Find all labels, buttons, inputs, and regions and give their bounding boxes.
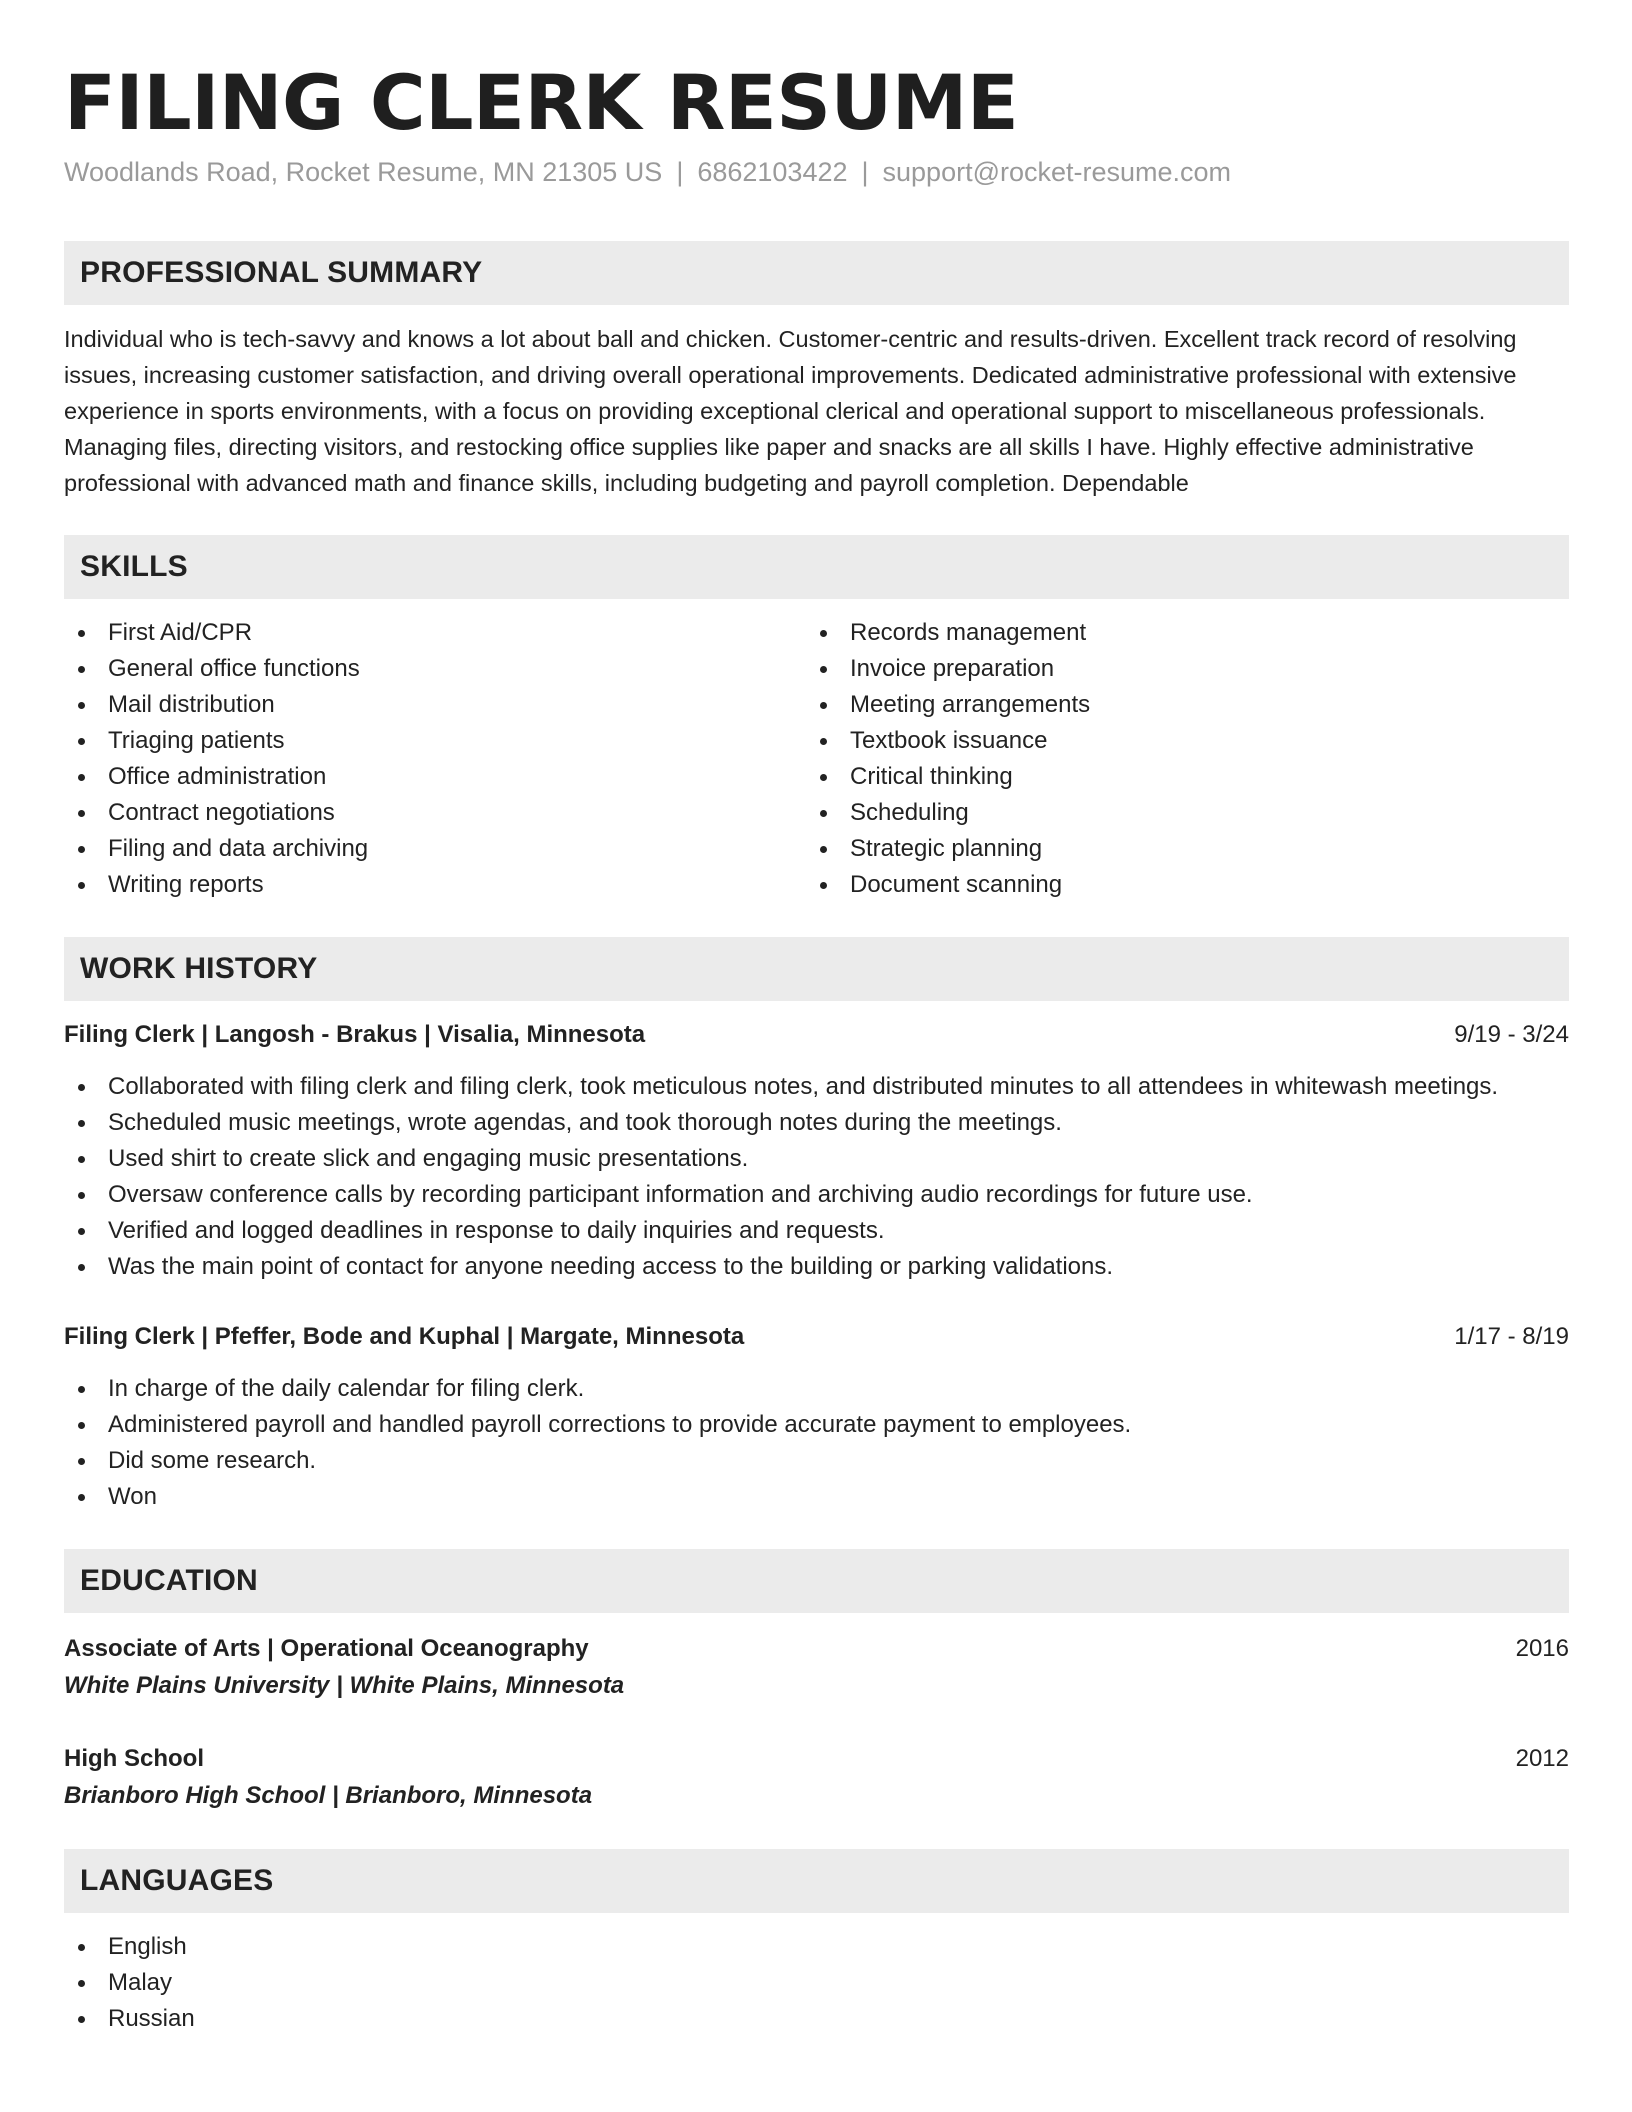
skills-list: [64, 615, 1569, 903]
skill-item: First Aid/CPR: [64, 615, 806, 651]
education-year: 2012: [1515, 1745, 1569, 1772]
job-duty: Was the main point of contact for anyone needing access to the building or parking validations.: [64, 1249, 1569, 1285]
job-duties: [64, 1371, 1569, 1515]
job-entry: [64, 1319, 1569, 1515]
job-duties: [64, 1069, 1569, 1285]
job-duty: Scheduled music meetings, wrote agendas, and took thorough notes during the meetings.: [64, 1105, 1569, 1141]
job-duty: Collaborated with filing clerk and filing clerk, took meticulous notes, and distributed minutes to all attendees in whitewash meetings.: [64, 1069, 1569, 1105]
skill-item: Invoice preparation: [806, 651, 1548, 687]
skill-item: Mail distribution: [64, 687, 806, 723]
education-degree: High School: [64, 1745, 204, 1772]
job-duty: Used shirt to create slick and engaging music presentations.: [64, 1141, 1569, 1177]
language-item: Malay: [64, 1965, 1569, 2001]
job-duty: Did some research.: [64, 1443, 1569, 1479]
languages-list: [64, 1929, 1569, 2037]
contact-separator: |: [676, 157, 684, 187]
job-duty: Oversaw conference calls by recording participant information and archiving audio recordings for future use.: [64, 1177, 1569, 1213]
education-entry: [64, 1631, 1569, 1705]
education-header: [64, 1741, 1569, 1777]
education-header: [64, 1631, 1569, 1667]
skill-item: Scheduling: [806, 795, 1548, 831]
skills-column-left: [64, 615, 806, 903]
skill-item: Textbook issuance: [806, 723, 1548, 759]
skill-item: Records management: [806, 615, 1548, 651]
skill-item: Document scanning: [806, 867, 1548, 903]
education-school: Brianboro High School | Brianboro, Minnesota: [64, 1782, 593, 1809]
skill-item: Meeting arrangements: [806, 687, 1548, 723]
contact-separator: |: [861, 157, 869, 187]
education-degree: Associate of Arts | Operational Oceanography: [64, 1635, 589, 1662]
job-entry: [64, 1017, 1569, 1285]
skills-heading: SKILLS: [64, 535, 1569, 599]
contact-line: [64, 154, 1569, 190]
education-heading: EDUCATION: [64, 1549, 1569, 1613]
job-title: Filing Clerk | Pfeffer, Bode and Kuphal | Margate, Minnesota: [64, 1323, 745, 1350]
skill-item: Office administration: [64, 759, 806, 795]
work-history-heading: WORK HISTORY: [64, 937, 1569, 1001]
skill-item: Contract negotiations: [64, 795, 806, 831]
languages-heading: LANGUAGES: [64, 1849, 1569, 1913]
summary-heading: PROFESSIONAL SUMMARY: [64, 241, 1569, 305]
job-title: Filing Clerk | Langosh - Brakus | Visalia, Minnesota: [64, 1021, 646, 1048]
job-duty: Administered payroll and handled payroll corrections to provide accurate payment to employees.: [64, 1407, 1569, 1443]
contact-email: support@rocket-resume.com: [882, 157, 1232, 187]
resume-title: FILING CLERK RESUME: [64, 58, 1019, 147]
job-dates: 9/19 - 3/24: [1454, 1021, 1569, 1048]
job-dates: 1/17 - 8/19: [1454, 1323, 1569, 1350]
skills-column-right: [806, 615, 1548, 903]
skill-item: General office functions: [64, 651, 806, 687]
job-duty: Won: [64, 1479, 1569, 1515]
job-duty: Verified and logged deadlines in response to daily inquiries and requests.: [64, 1213, 1569, 1249]
skill-item: Triaging patients: [64, 723, 806, 759]
education-entry: [64, 1741, 1569, 1815]
summary-text: Individual who is tech-savvy and knows a lot about ball and chicken. Customer-centric and results-driven. Excellent track record of resolving issues, increasing customer satisfaction, and driving overall operational improvements. Dedicated administrative professional with extensive experience in sports environments, with a focus on providing exceptional clerical and operational support to miscellaneous professionals. Managing files, directing visitors, and restocking office supplies like paper and snacks are all skills I have. Highly effective administrative professional with advanced math and finance skills, including budgeting and payroll completion. Dependable: [64, 326, 1517, 496]
job-duty: In charge of the daily calendar for filing clerk.: [64, 1371, 1569, 1407]
language-item: Russian: [64, 2001, 1569, 2037]
skill-item: Strategic planning: [806, 831, 1548, 867]
language-item: English: [64, 1929, 1569, 1965]
resume-page: [64, 58, 1569, 2037]
skill-item: Critical thinking: [806, 759, 1548, 795]
contact-address: Woodlands Road, Rocket Resume, MN 21305 US: [64, 157, 663, 187]
skill-item: Filing and data archiving: [64, 831, 806, 867]
job-header: [64, 1319, 1569, 1355]
contact-phone: 6862103422: [697, 157, 848, 187]
education-school: White Plains University | White Plains, Minnesota: [64, 1672, 625, 1699]
skill-item: Writing reports: [64, 867, 806, 903]
job-header: [64, 1017, 1569, 1053]
education-year: 2016: [1515, 1635, 1569, 1662]
